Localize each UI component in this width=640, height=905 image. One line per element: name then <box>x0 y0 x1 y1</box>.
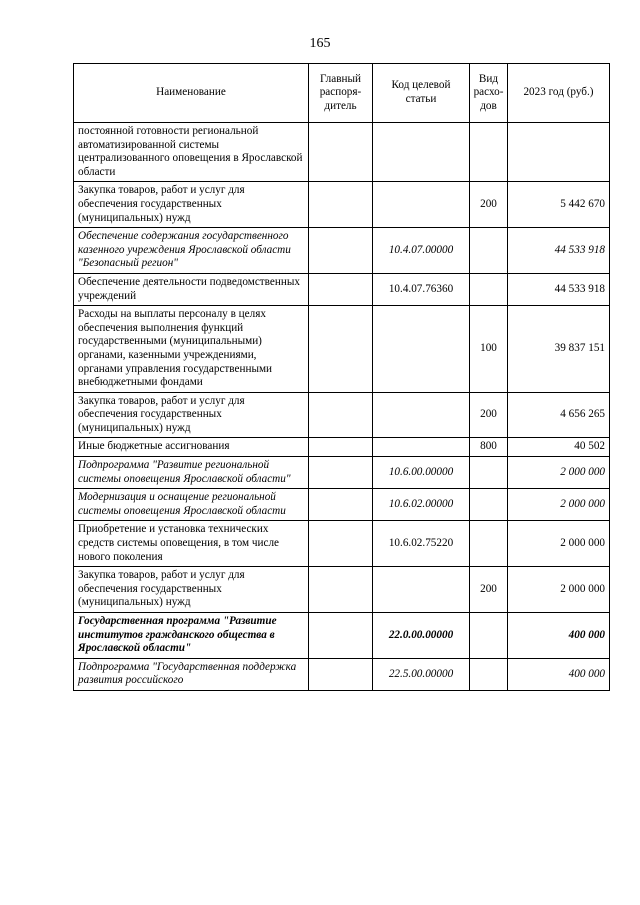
cell-amount: 2 000 000 <box>508 521 610 567</box>
cell-code: 10.6.00.00000 <box>373 457 470 489</box>
cell-manager <box>309 392 373 438</box>
cell-kind <box>470 457 508 489</box>
cell-amount: 44 533 918 <box>508 273 610 305</box>
cell-amount <box>508 123 610 182</box>
cell-manager <box>309 273 373 305</box>
table-row <box>74 489 610 521</box>
cell-manager <box>309 438 373 457</box>
cell-kind <box>470 658 508 690</box>
cell-name: Иные бюджетные ассигнования <box>74 438 309 457</box>
page-number: 165 <box>309 36 331 51</box>
cell-amount: 4 656 265 <box>508 392 610 438</box>
cell-code: 10.4.07.76360 <box>373 273 470 305</box>
cell-manager <box>309 457 373 489</box>
cell-name: Обеспечение содержания государственного казенного учреждения Ярославской области "Безопасный регион" <box>74 228 309 274</box>
budget-table <box>73 63 610 691</box>
cell-amount: 40 502 <box>508 438 610 457</box>
cell-name: Модернизация и оснащение региональной системы оповещения Ярославской области <box>74 489 309 521</box>
cell-manager <box>309 658 373 690</box>
cell-code: 22.5.00.00000 <box>373 658 470 690</box>
cell-amount: 39 837 151 <box>508 306 610 393</box>
cell-code: 10.4.07.00000 <box>373 228 470 274</box>
cell-code: 22.0.00.00000 <box>373 613 470 659</box>
cell-code <box>373 567 470 613</box>
table-row <box>74 306 610 393</box>
table-row <box>74 613 610 659</box>
cell-manager <box>309 228 373 274</box>
table-row <box>74 123 610 182</box>
table-row <box>74 567 610 613</box>
cell-name: Приобретение и установка технических средств системы оповещения, в том числе нового поколения <box>74 521 309 567</box>
cell-amount: 400 000 <box>508 613 610 659</box>
cell-amount: 44 533 918 <box>508 228 610 274</box>
table-body <box>74 123 610 691</box>
cell-name: Обеспечение деятельности подведомственных учреждений <box>74 273 309 305</box>
cell-manager <box>309 306 373 393</box>
table-row <box>74 392 610 438</box>
cell-amount: 5 442 670 <box>508 182 610 228</box>
cell-name: Государственная программа "Развитие институтов гражданского общества в Ярославской области" <box>74 613 309 659</box>
table-row <box>74 658 610 690</box>
table-row <box>74 438 610 457</box>
table-row <box>74 457 610 489</box>
cell-name: Закупка товаров, работ и услуг для обеспечения государственных (муниципальных) нужд <box>74 392 309 438</box>
table-row <box>74 228 610 274</box>
cell-name: Подпрограмма "Развитие региональной системы оповещения Ярославской области" <box>74 457 309 489</box>
header-manager: Главный распоря-дитель <box>309 64 373 123</box>
header-code: Код целевой статьи <box>373 64 470 123</box>
cell-manager <box>309 613 373 659</box>
cell-kind: 800 <box>470 438 508 457</box>
table-row <box>74 521 610 567</box>
cell-kind: 100 <box>470 306 508 393</box>
cell-name: Закупка товаров, работ и услуг для обеспечения государственных (муниципальных) нужд <box>74 567 309 613</box>
cell-manager <box>309 489 373 521</box>
cell-amount: 400 000 <box>508 658 610 690</box>
header-name: Наименование <box>74 64 309 123</box>
cell-name: Расходы на выплаты персоналу в целях обеспечения выполнения функций государственными (муниципальными) органами, казенными учреждениями, органами управления государственными внебюджетными фондами <box>74 306 309 393</box>
header-amount: 2023 год (руб.) <box>508 64 610 123</box>
header-kind: Вид расхо-дов <box>470 64 508 123</box>
cell-manager <box>309 182 373 228</box>
cell-kind <box>470 613 508 659</box>
cell-kind: 200 <box>470 392 508 438</box>
cell-amount: 2 000 000 <box>508 489 610 521</box>
table-row <box>74 182 610 228</box>
cell-amount: 2 000 000 <box>508 567 610 613</box>
cell-name: постоянной готовности региональной автоматизированной системы централизованного оповещения в Ярославской области <box>74 123 309 182</box>
table-row <box>74 273 610 305</box>
cell-code <box>373 392 470 438</box>
cell-name: Закупка товаров, работ и услуг для обеспечения государственных (муниципальных) нужд <box>74 182 309 228</box>
cell-name: Подпрограмма "Государственная поддержка развития российского <box>74 658 309 690</box>
cell-kind <box>470 273 508 305</box>
cell-code <box>373 182 470 228</box>
cell-kind: 200 <box>470 182 508 228</box>
cell-code: 10.6.02.75220 <box>373 521 470 567</box>
table-header-row <box>74 64 610 123</box>
cell-code <box>373 306 470 393</box>
cell-kind <box>470 489 508 521</box>
cell-code: 10.6.02.00000 <box>373 489 470 521</box>
cell-code <box>373 123 470 182</box>
cell-kind <box>470 123 508 182</box>
cell-amount: 2 000 000 <box>508 457 610 489</box>
cell-manager <box>309 567 373 613</box>
cell-manager <box>309 521 373 567</box>
cell-code <box>373 438 470 457</box>
cell-kind: 200 <box>470 567 508 613</box>
cell-kind <box>470 228 508 274</box>
cell-manager <box>309 123 373 182</box>
cell-kind <box>470 521 508 567</box>
